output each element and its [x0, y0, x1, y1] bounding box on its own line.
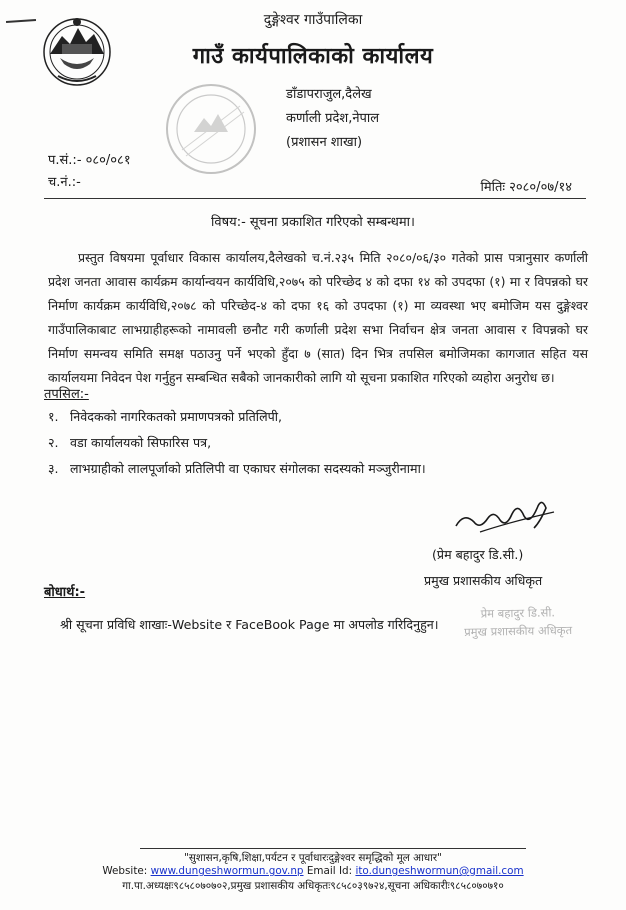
office-stamp-icon — [162, 80, 260, 178]
bodharth-heading: बोधार्थ:- — [44, 585, 86, 600]
upload-notice: श्री सूचना प्रविधि शाखाः-Website र FaceBook Page मा अपलोड गरिदिनुहुन। — [60, 617, 439, 632]
signatory-name: (प्रेम बहादुर डि.सी.) — [432, 547, 524, 562]
body-text: प्रस्तुत विषयमा पूर्वाधार विकास कार्यालय,दैलेखको च.नं.२३५ मिति २०८०/०६/३० गतेको प्रास पत्रानुसार कर्णाली प्रदेश जनता आवास कार्यक्रम कार्यान्वयन कार्यविधि,२०७५ को परिच्छेद ४ को दफा १४ को उपदफा (१) मा र विपन्नको घर निर्माण कार्यक्रम कार्यविधि,२०७८ को परिच्छेद-४ को दफा १६ को उपदफा (१) मा व्यवस्था भए बमोजिम यस दुङ्गेश्वर गाउँपालिकाबाट लाभग्राहीहरूको नामावली छनौट गरी कर्णाली प्रदेश सभा निर्वाचन क्षेत्र जनता आवास र विपन्नको घर निर्माण समन्वय समिति समक्ष पठाउनु पर्ने भएको हुँदा ७ (सात) दिन भित्र तपसिल बमोजिमका कागजात सहित यस कार्यालयमा निवेदन पेश गर्नुहुन सम्बन्धित सबैको जानकारीको लागि यो सूचना प्रकाशित गरिएको व्यहोरा अनुरोध छ। — [48, 250, 588, 385]
website-link[interactable]: www.dungeshwormun.gov.np — [150, 865, 304, 877]
subject-line: विषय:- सूचना प्रकाशित गरिएको सम्बन्धमा। — [211, 215, 415, 230]
body-paragraph — [48, 246, 588, 390]
footer-contact-web: Website: www.dungeshwormun.gov.np Email Id: ito.dungeshwormun@gmail.com — [102, 865, 524, 877]
list-item-text: वडा कार्यालयको सिफारिस पत्र, — [70, 435, 212, 450]
list-item: ३. लाभग्राहीको लालपूर्जाको प्रतिलिपी वा एकाघर संगोलका सदस्यको मञ्जुरीनामा। — [48, 461, 426, 476]
document-list — [48, 404, 426, 482]
address-line-1: डाँडापराजुल,दैलेख — [286, 87, 372, 102]
footer-phone-numbers: गा.पा.अध्यक्षः९८५८०७०७०२,प्रमुख प्रशासकीय अधिकृतः९८५८०३९७२४,सूचना अधिकारीः९८५८०७०७१० — [122, 880, 504, 892]
section-name: (प्रशासन शाखा) — [286, 135, 363, 150]
reference-number: प.सं.:- ०८०/०८१ — [48, 153, 131, 168]
signatory-seal: प्रेम बहादुर डि.सी. प्रमुख प्रशासकीय अधिकृत — [464, 605, 573, 639]
dispatch-number: च.नं.:- — [48, 175, 81, 190]
signature-icon — [450, 492, 560, 542]
list-item: २. वडा कार्यालयको सिफारिस पत्र, — [48, 435, 212, 450]
signatory-title: प्रमुख प्रशासकीय अधिकृत — [424, 573, 543, 588]
municipality-name: दुङ्गेश्वर गाउँपालिका — [263, 12, 363, 28]
tapsil-heading: तपसिल:- — [44, 387, 89, 402]
address-line-2: कर्णाली प्रदेश,नेपाल — [286, 111, 380, 126]
email-link[interactable]: ito.dungeshwormun@gmail.com — [355, 865, 524, 877]
list-item-text: लाभग्राहीको लालपूर्जाको प्रतिलिपी वा एकाघर संगोलका सदस्यको मञ्जुरीनामा। — [70, 461, 426, 476]
footer-divider — [140, 848, 526, 849]
list-item: १. निवेदकको नागरिकतको प्रमाणपत्रको प्रतिलिपी, — [48, 409, 283, 424]
letter-date: मितिः २०८०/०७/१४ — [480, 180, 572, 195]
list-item-text: निवेदकको नागरिकतको प्रमाणपत्रको प्रतिलिपी, — [70, 409, 283, 424]
header-divider — [44, 198, 586, 199]
footer-slogan: "सुशासन,कृषि,शिक्षा,पर्यटन र पूर्वाधारःदुङ्गेश्वर समृद्धिको मूल आधार" — [184, 852, 442, 864]
office-title: गाउँ कार्यपालिकाको कार्यालय — [192, 44, 434, 69]
